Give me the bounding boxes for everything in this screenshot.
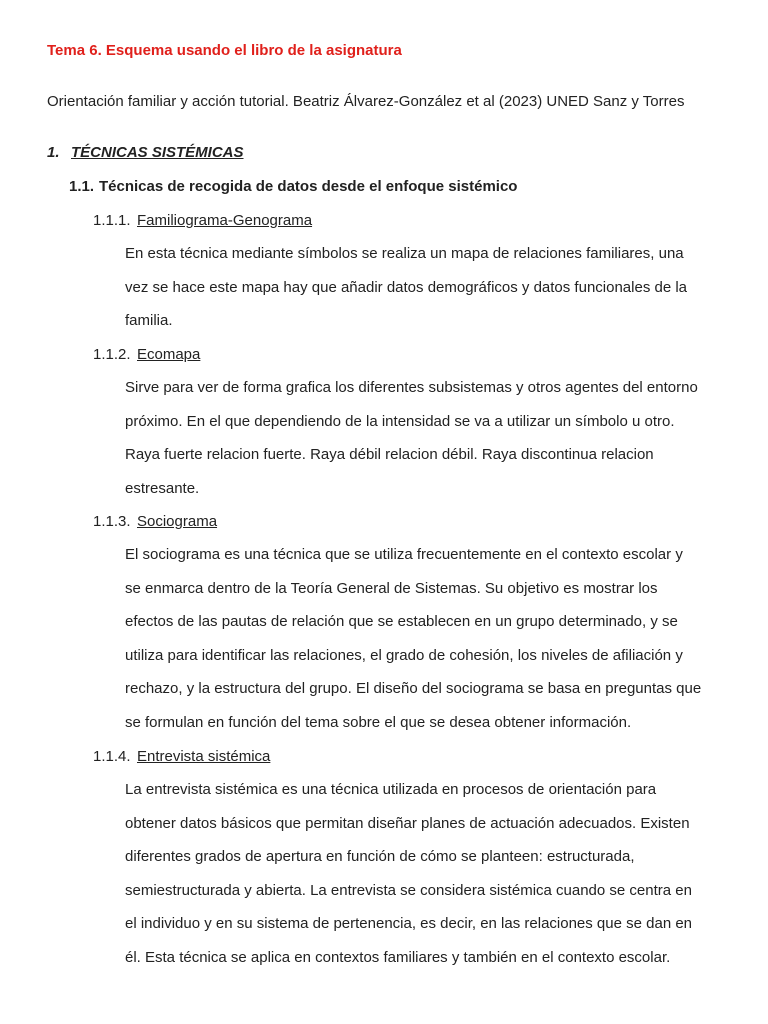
subsection-number: 1.1.: [69, 178, 95, 195]
book-citation: Orientación familiar y acción tutorial. Beatriz Álvarez-González et al (2023) UNED Sanz y Torres: [47, 93, 685, 110]
paragraph-line: familia.: [125, 312, 173, 330]
paragraph-line: diferentes grados de apertura en función de cómo se planteen: estructurada,: [125, 848, 635, 866]
paragraph-line: Sirve para ver de forma grafica los diferentes subsistemas y otros agentes del entorno: [125, 379, 698, 396]
paragraph-line: Raya fuerte relacion fuerte. Raya débil relacion débil. Raya discontinua relacion: [125, 446, 654, 464]
item-heading-sociograma: [93, 513, 217, 530]
item-paragraph-sociograma: [125, 538, 725, 740]
paragraph-line: rechazo, y la estructura del grupo. El diseño del sociograma se basa en preguntas que: [125, 680, 702, 698]
item-number: 1.1.2.: [93, 346, 131, 363]
paragraph-line: se formulan en función del tema sobre el que se desea obtener información.: [125, 713, 632, 731]
item-number: 1.1.3.: [93, 513, 131, 530]
item-title: Ecomapa: [137, 346, 201, 363]
item-heading-familiograma: [93, 212, 312, 229]
item-heading-entrevista: [93, 748, 270, 765]
item-paragraph-familiograma: [125, 237, 725, 338]
section-number: 1.: [47, 144, 60, 161]
item-number: 1.1.4.: [93, 748, 131, 765]
item-title: Sociograma: [137, 513, 218, 530]
item-paragraph-entrevista: [125, 773, 725, 975]
item-title: Entrevista sistémica: [137, 748, 271, 765]
paragraph-line: utiliza para identificar las relaciones, el grado de cohesión, los niveles de afiliación y: [125, 646, 683, 664]
item-paragraph-ecomapa: [125, 371, 725, 505]
section-heading: [47, 144, 244, 161]
paragraph-line: obtener datos básicos que permitan diseñar planes de actuación adecuados. Existen: [125, 814, 690, 832]
section-title: TÉCNICAS SISTÉMICAS: [71, 144, 244, 161]
paragraph-line: se enmarca dentro de la Teoría General de Sistemas. Su objetivo es mostrar los: [125, 579, 658, 597]
subsection-title: Técnicas de recogida de datos desde el enfoque sistémico: [99, 178, 518, 195]
paragraph-line: La entrevista sistémica es una técnica utilizada en procesos de orientación para: [125, 781, 657, 798]
paragraph-line: el individuo y en su sistema de pertenencia, es decir, en las relaciones que se dan en: [125, 915, 693, 933]
item-heading-ecomapa: [93, 346, 200, 363]
item-number: 1.1.1.: [93, 212, 131, 229]
paragraph-line: El sociograma es una técnica que se utiliza frecuentemente en el contexto escolar y: [125, 546, 683, 563]
paragraph-line: semiestructurada y abierta. La entrevista se considera sistémica cuando se centra en: [125, 881, 692, 899]
paragraph-line: En esta técnica mediante símbolos se realiza un mapa de relaciones familiares, una: [125, 245, 684, 262]
paragraph-line: vez se hace este mapa hay que añadir datos demográficos y datos funcionales de la: [125, 278, 688, 296]
document-title: Tema 6. Esquema usando el libro de la asignatura: [47, 42, 402, 59]
paragraph-line: estresante.: [125, 479, 200, 497]
item-title: Familiograma-Genograma: [137, 212, 313, 229]
paragraph-line: próximo. En el que dependiendo de la intensidad se va a utilizar un símbolo u otro.: [125, 412, 675, 430]
subsection-heading: [69, 178, 517, 195]
paragraph-line: él. Esta técnica se aplica en contextos familiares y también en el contexto escolar.: [125, 948, 671, 966]
paragraph-line: efectos de las pautas de relación que se establecen en un grupo determinado, y se: [125, 613, 678, 631]
